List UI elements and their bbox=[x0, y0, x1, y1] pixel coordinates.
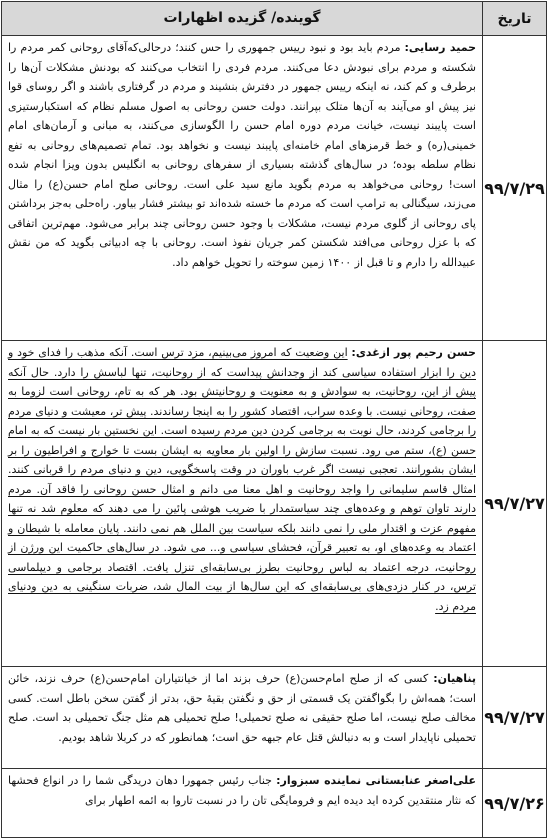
speaker-name: حمید رسایی: bbox=[404, 41, 477, 54]
table-row bbox=[2, 769, 546, 837]
speaker-name: پناهیان: bbox=[433, 672, 477, 685]
row-content bbox=[2, 667, 482, 768]
row-date: ۹۹/۷/۲۷ bbox=[482, 667, 546, 768]
row-content bbox=[2, 769, 482, 837]
statement-text: مردم باید بود و نبود رییس جمهوری را حس کنند؛ درحالی‌که‌آقای روحانی کمر مردم را شکسته و مردم برای نبودش دعا می‌کنند. مردم فردی را انتخاب می‌کنند که بودنش مشکلات آن‌ها را برطرف و کم کند، نه اینکه رییس جمهور در دفترش بنشیند و مردم در گرفتاری باشند و اگر روسای قوا نیز پیش او می‌آیند به آن‌ها متلک بپرانند. دولت حسن روحانی به اصول مسلم نظام که استکبارستیزی است پایبند نیست، خیانت مردم دوره امام حسن را الگوسازی می‌کنند، به مبانی و آرمان‌های امام خمینی(ره) و خط قرمزهای امام خامنه‌ای پایبند نیست و نخواهد بود. تمام تصمیم‌های روحانی به تفع نظام سلطه بوده؛ در سال‌های گذشته بسیاری از سفرهای روحانی به انگلیس بدون ویزا انجام شده است! روحانی می‌خواهد به مردم بگوید مانع سید علی است. روحانی صلح امام حسن(ع) را مثال می‌زند، سیگنالی به ترامپ است که مردم ما خسته شده‌اند تو بیشتر فشار بیاور. راه‌حلی به‌جز برداشتن پای روحانی از گلوی مردم نیست، مشکلات با وجود حسن روحانی چند برابر می‌شود. مهم‌ترین اتفاقی که با عزل روحانی می‌افتد شکستن کمر جریان نفوذ است. روحانی با چه ادبیاتی بگوید که من نقش عبیدالله را دارم و تا قبل از ۱۴۰۰ زمین سوخته را تحویل خواهم داد. bbox=[8, 41, 476, 269]
header-content: گوینده/ گزیده اظهارات bbox=[163, 9, 321, 26]
statement-text: کسی که از صلح امام‌حسن(ع) حرف بزند اما از خیانتیاران امام‌حسن(ع) حرف نزند، خائن است؛ همه‌اش را بگو‌اگفتن یک قسمتی از حق و نگفتن بقیهٔ حق، بدتر از گفتن سخن باطل است. کسی مخالف صلح نیست، اما صلح حقیقی نه صلح تحمیلی! صلح تحمیلی هم مثل جنگ تحمیلی بد است. صلح تحمیلی ناپایدار است و به دنبالش قتل عام جبهه حق است؛ همانطور که در کربلا شاهد بودیم. bbox=[8, 672, 476, 744]
statement-text: این وضعیت که امروز می‌بینیم، مزد ترس است. آنکه مذهب را فدای خود و دین را ابزار استفاده سیاسی کند از وجدانش پیداست که از روحانیت، تنها لباسش را دارد. حال آنکه پیش از این، روحانیت، به سوادش و به معنویت و روحانیتش بود. هر که به تام، روحانی است لزوما به صفت، روحانی نیست. با وعده سراب، اقتصاد کشور را به اینجا رساندند. پیش تر، معیشت و دنیای مردم را برجامی کردند، حال نوبت به برجامی کردن دین مردم رسیده است. این نخستین بار نیست که به امام حسن (ع)، ستم می رود. نسبت سازش را اولین بار معاویه به ایشان بست تا خوارج و افراطیون را بر ایشان بشورانند. تعجبی نیست اگر غرب باوران در وقت پاسخگویی، دین و دنیای مردم را قربانی کنند. امثال قاسم سلیمانی را واجد روحانیت و اهل معنا می دانم و امثال حسن روحانی را فاقد آن. مردم دارند تاوان توهم و وعده‌های چند سیاستمدار با ضریب هوشی پائین را می دهند که معلوم شد نه تنها مفهوم عزت و اقتدار ملی را نمی دانند بلکه سیاست بین الملل هم نمی دانند. پایان معامله با شیطان و اعتماد به وعده‌های او، به تعبیر قرآن، فحشای سیاسی و... می شود. در سال‌های حاکمیت این ورژن از روحانیت، درجه اعتماد به لباس روحانیت بطرز بی‌سابقه‌ای تنزل یافت. اقتصاد برجامی و دیپلماسی ترس، در کنار دزدی‌های بی‌سابقه‌ای که این سال‌ها از بیت المال شد، ضربات سنگینی به دین ودنیای مردم زد. bbox=[8, 346, 476, 613]
row-date: ۹۹/۷/۲۶ bbox=[482, 769, 546, 837]
table-row bbox=[2, 667, 546, 769]
table-row bbox=[2, 341, 546, 667]
statements-table bbox=[1, 1, 547, 838]
row-content bbox=[2, 341, 482, 666]
header-date: تاریخ bbox=[482, 2, 546, 35]
row-date: ۹۹/۷/۲۷ bbox=[482, 341, 546, 666]
row-content bbox=[2, 36, 482, 340]
statement-text: جناب رئیس جمهورا دهان دریدگی شما را در انواع فحشها که نثار منتقدین کرده اید دیده ایم و فرومایگی تان را در نسبت تاروا به ائمه اطهار برای bbox=[8, 774, 476, 807]
table-row bbox=[2, 36, 546, 341]
speaker-name: علی‌اصغر عنابستانی نماینده سبزوار: bbox=[276, 774, 476, 787]
row-date: ۹۹/۷/۲۹ bbox=[482, 36, 546, 340]
table-header-row bbox=[2, 2, 546, 36]
speaker-name: حسن رحیم پور ازغدی: bbox=[351, 346, 476, 359]
